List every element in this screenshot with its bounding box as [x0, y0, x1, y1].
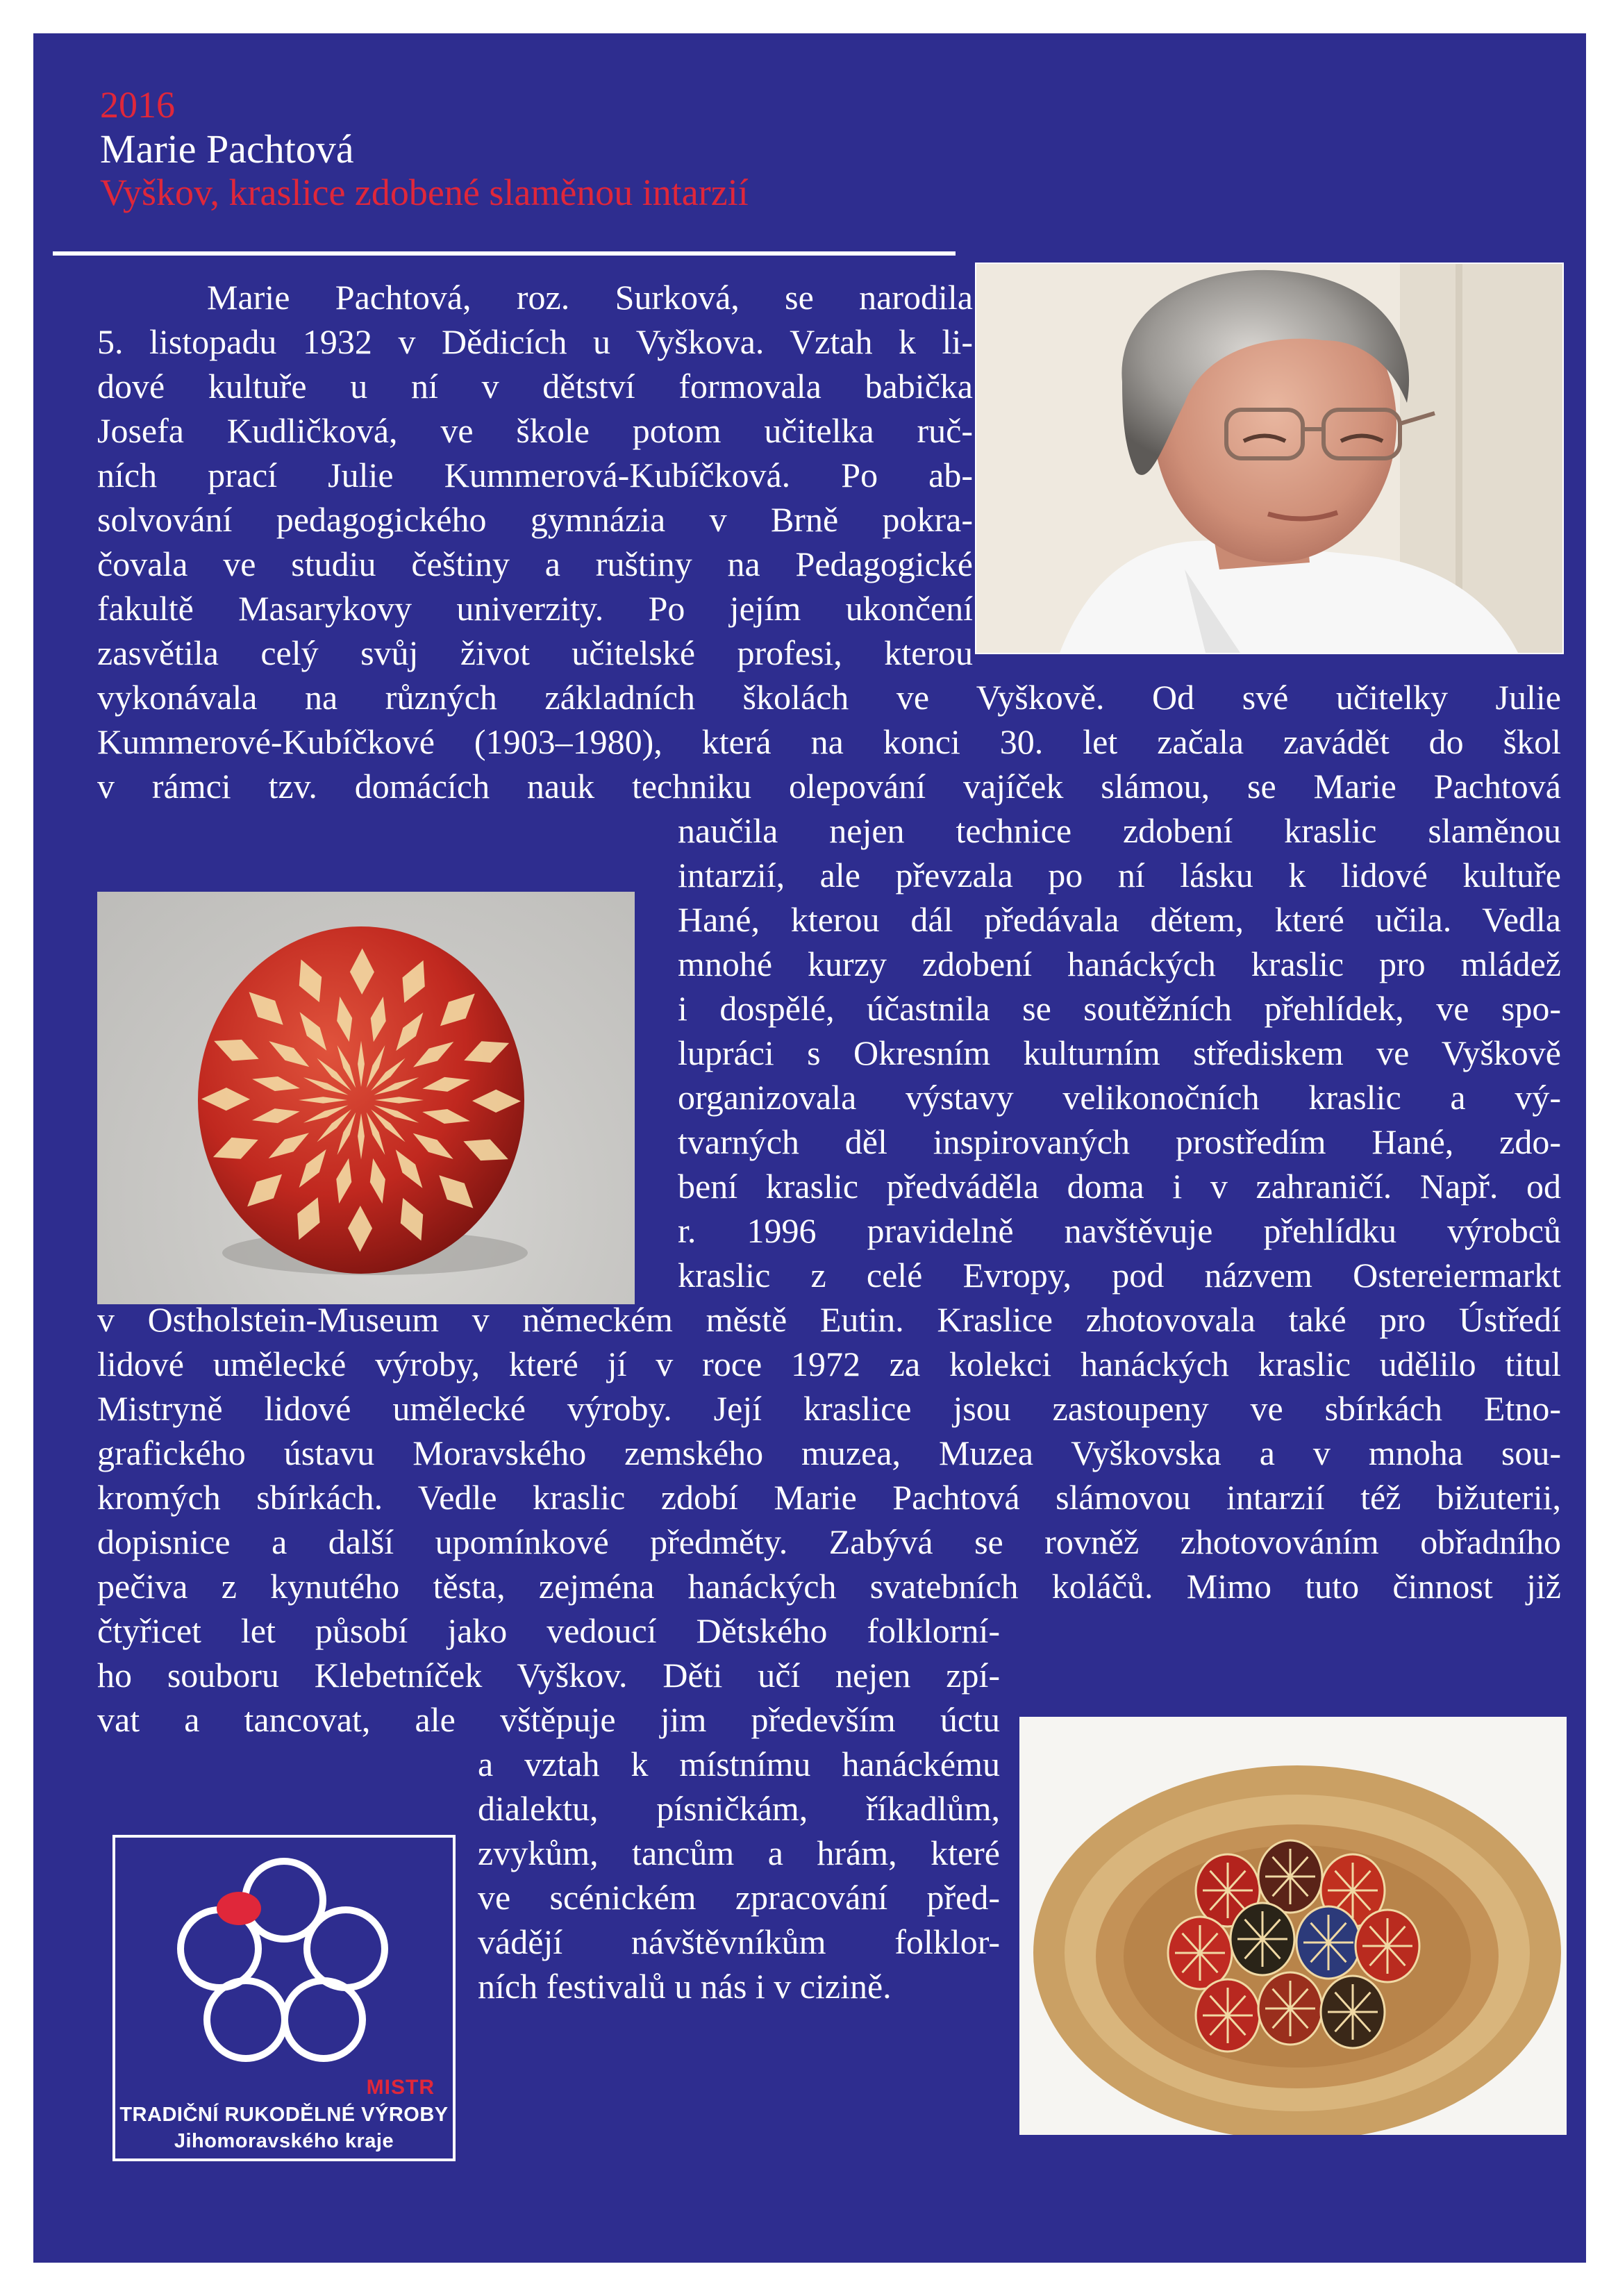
text-line: ve scénickém zpracování před-: [478, 1878, 1000, 1917]
text-line: ních festivalů u nás i v cizině.: [478, 1967, 892, 2006]
text-line: a vztah k místnímu hanáckému: [478, 1745, 1000, 1783]
text-line: lupráci s Okresním kulturním střediskem ve Vyškově: [678, 1033, 1561, 1072]
text-line: Kummerové-Kubíčkové (1903–1980), která na konci 30. let začala zavádět do škol: [97, 722, 1561, 761]
text-line: lidové umělecké výroby, které jí v roce 1972 za kolekci hanáckých kraslic udělilo titul: [97, 1345, 1561, 1383]
text-line: kromých sbírkách. Vedle kraslic zdobí Marie Pachtová slámovou intarzií též bižuterii,: [97, 1478, 1561, 1517]
master-craft-logo: [112, 1835, 456, 2161]
text-line: zvykům, tancům a hrám, které: [478, 1833, 1000, 1872]
text-line: i dospělé, účastnila se soutěžních přehlídek, ve spo-: [678, 989, 1561, 1028]
text-line: v rámci tzv. domácích nauk techniku olepování vajíček slámou, se Marie Pachtová: [97, 767, 1561, 806]
text-line: čtyřicet let působí jako vedoucí Dětského folklorní-: [97, 1611, 1000, 1650]
portrait-illustration: [976, 264, 1562, 653]
year-heading: 2016: [100, 84, 175, 126]
text-line: dopisnice a další upomínkové předměty. Zabývá se rovněž zhotovováním obřadního: [97, 1522, 1561, 1561]
text-line: kraslic z celé Evropy, pod názvem Ostereiermarkt: [678, 1256, 1561, 1295]
text-line: vat a tancovat, ale vštěpuje jim především úctu: [97, 1700, 1000, 1739]
basket-illustration: [1019, 1717, 1567, 2135]
logo-mistr-label: MISTR: [366, 2076, 435, 2099]
text-line: solvování pedagogického gymnázia v Brně pokra-: [97, 500, 973, 539]
text-line: ních prací Julie Kummerová-Kubíčková. Po ab-: [97, 456, 973, 494]
flower-logo-icon: [115, 1838, 453, 2074]
text-line: dové kultuře u ní v dětství formovala babička: [97, 367, 973, 406]
text-line: Marie Pachtová, roz. Surková, se narodila: [207, 278, 973, 317]
text-line: r. 1996 pravidelně navštěvuje přehlídku výrobců: [678, 1211, 1561, 1250]
text-line: bení kraslic předváděla doma i v zahraničí. Např. od: [678, 1167, 1561, 1206]
header-rule: [53, 251, 956, 256]
logo-title-line: TRADIČNÍ RUKODĚLNÉ VÝROBY: [119, 2104, 449, 2126]
text-line: organizovala výstavy velikonočních kraslic a vý-: [678, 1078, 1561, 1117]
subtitle: Vyškov, kraslice zdobené slaměnou intarzií: [100, 172, 749, 213]
portrait-photo: [975, 263, 1564, 654]
text-line: Hané, kterou dál předávala dětem, které učila. Vedla: [678, 900, 1561, 939]
text-line: pečiva z kynutého těsta, zejména hanáckých svatebních koláčů. Mimo tuto činnost již: [97, 1567, 1561, 1606]
straw-inlay-egg: [97, 892, 635, 1304]
text-line: fakultě Masarykovy univerzity. Po jejím ukončení: [97, 589, 973, 628]
person-name: Marie Pachtová: [100, 126, 354, 172]
text-line: v Ostholstein-Museum v německém městě Eutin. Kraslice zhotovovala také pro Ústředí: [97, 1300, 1561, 1339]
text-line: ho souboru Klebetníček Vyškov. Děti učí nejen zpí-: [97, 1656, 1000, 1695]
logo-region-line: Jihomoravského kraje: [174, 2130, 394, 2152]
text-line: intarzií, ale převzala po ní lásku k lidové kultuře: [678, 856, 1561, 895]
decorated-egg-photo: [97, 892, 635, 1304]
text-line: grafického ústavu Moravského zemského muzea, Muzea Vyškovska a v mnoha sou-: [97, 1433, 1561, 1472]
text-line: Josefa Kudličková, ve škole potom učitelka ruč-: [97, 411, 973, 450]
text-line: vykonávala na různých základních školách ve Vyškově. Od své učitelky Julie: [97, 678, 1561, 717]
text-line: naučila nejen technice zdobení kraslic slaměnou: [678, 811, 1561, 850]
text-line: čovala ve studiu češtiny a ruštiny na Pedagogické: [97, 544, 973, 583]
page-sheet: [33, 33, 1586, 2263]
text-line: 5. listopadu 1932 v Dědicích u Vyškova. Vztah k li-: [97, 322, 973, 361]
text-line: mnohé kurzy zdobení hanáckých kraslic pro mládež: [678, 945, 1561, 983]
text-line: vádějí návštěvníkům folklor-: [478, 1922, 1000, 1961]
basket-of-eggs-photo: [1019, 1717, 1567, 2135]
text-line: zasvětila celý svůj život učitelské profesi, kterou: [97, 633, 973, 672]
text-line: dialektu, písničkám, říkadlům,: [478, 1789, 1000, 1828]
text-line: tvarných děl inspirovaných prostředím Hané, zdo-: [678, 1122, 1561, 1161]
text-line: Mistryně lidové umělecké výroby. Její kraslice jsou zastoupeny ve sbírkách Etno-: [97, 1389, 1561, 1428]
